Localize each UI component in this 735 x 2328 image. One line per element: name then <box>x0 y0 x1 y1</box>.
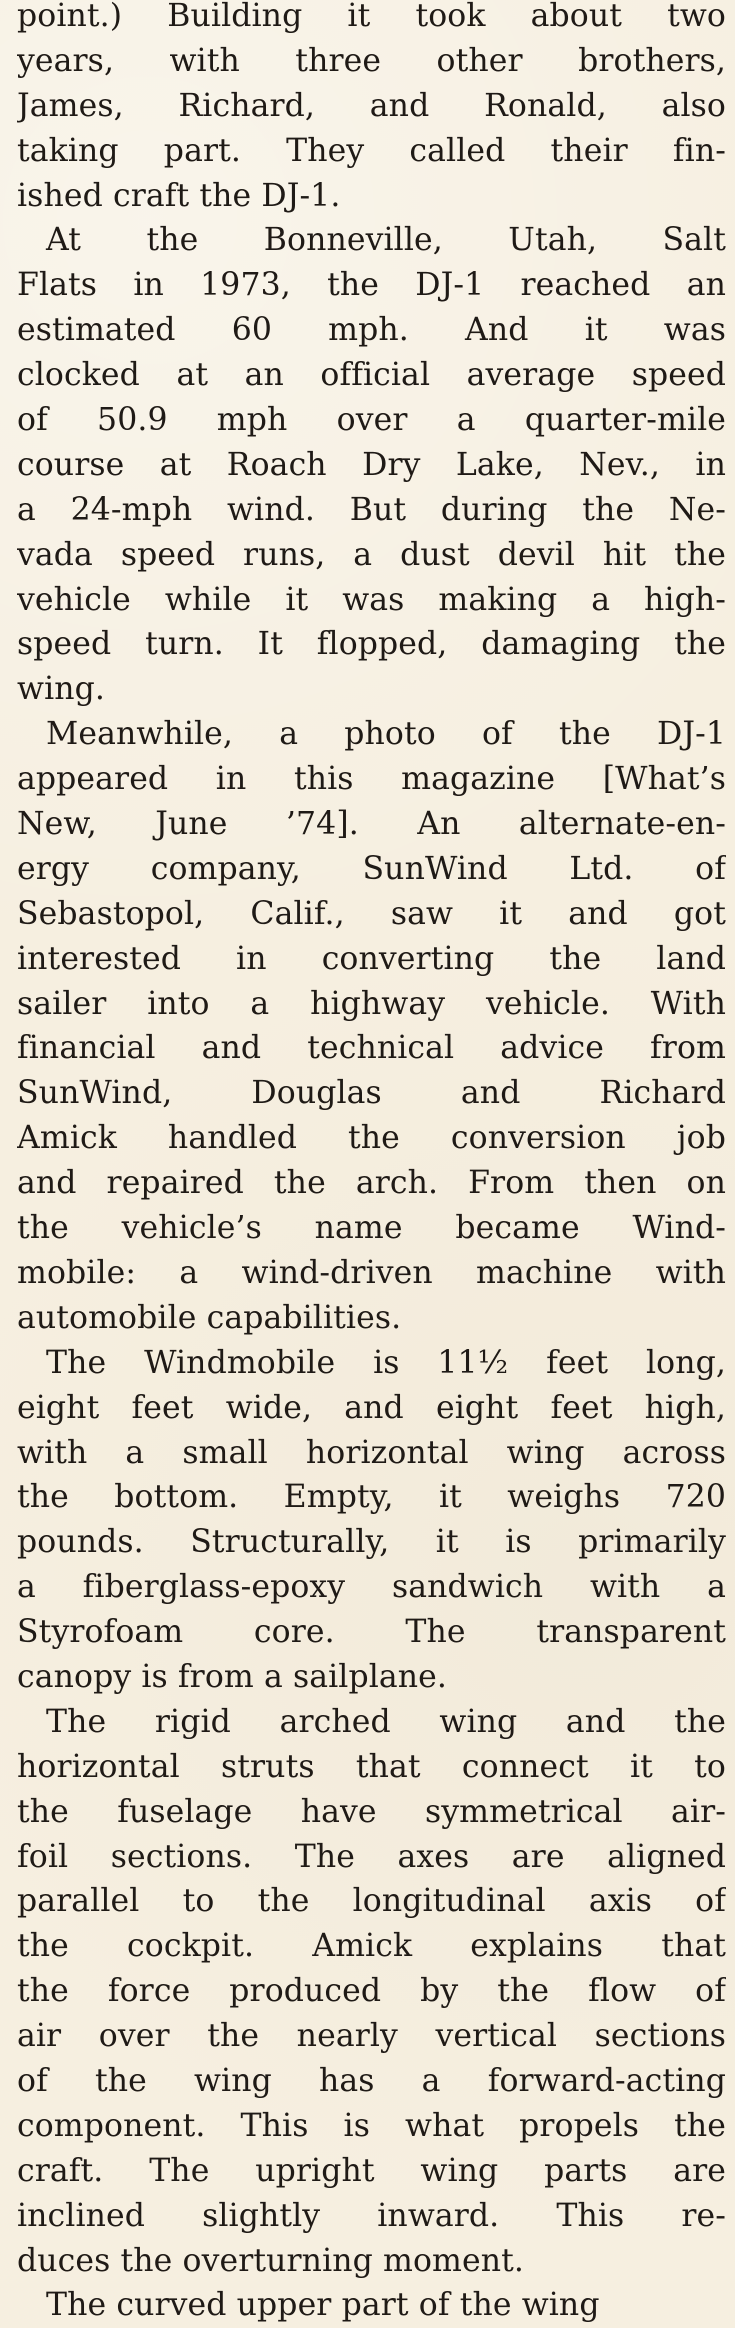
text-line: horizontal struts that connect it to <box>17 1748 726 1785</box>
text-line: speed turn. It flopped, damaging the <box>17 626 726 663</box>
text-line: Flats in 1973, the DJ-1 reached an <box>17 267 726 304</box>
text-line: The rigid arched wing and the <box>46 1703 726 1740</box>
text-line: component. This is what propels the <box>17 2107 726 2144</box>
text-line: appeared in this magazine [What’s <box>17 761 726 798</box>
text-line: mobile: a wind-driven machine with <box>17 1254 726 1291</box>
text-line: a 24-mph wind. But during the Ne- <box>17 491 726 528</box>
text-line: At the Bonneville, Utah, Salt <box>46 222 726 259</box>
text-line: Meanwhile, a photo of the DJ-1 <box>46 716 726 753</box>
text-line: Styrofoam core. The transparent <box>17 1614 726 1651</box>
text-line: James, Richard, and Ronald, also <box>17 87 726 124</box>
text-line: financial and technical advice from <box>17 1030 726 1067</box>
text-line: eight feet wide, and eight feet high, <box>17 1389 726 1426</box>
text-line: with a small horizontal wing across <box>17 1434 726 1471</box>
text-line: the fuselage have symmetrical air- <box>17 1793 726 1830</box>
text-line: Amick handled the conversion job <box>17 1120 726 1157</box>
text-line: interested in converting the land <box>17 940 726 977</box>
text-line: inclined slightly inward. This re- <box>17 2197 726 2234</box>
text-line: wing. <box>17 671 106 708</box>
text-line: canopy is from a sailplane. <box>17 1658 448 1695</box>
text-line: the vehicle’s name became Wind- <box>17 1210 726 1247</box>
text-line: automobile capabilities. <box>17 1299 402 1336</box>
text-line: vehicle while it was making a high- <box>17 581 726 618</box>
text-line: and repaired the arch. From then on <box>17 1165 726 1202</box>
text-line: duces the overturning moment. <box>17 2242 525 2279</box>
text-line: a fiberglass-epoxy sandwich with a <box>17 1569 726 1606</box>
text-line: taking part. They called their fin- <box>17 132 726 169</box>
text-line: ished craft the DJ-1. <box>17 177 341 214</box>
text-line: ergy company, SunWind Ltd. of <box>17 850 726 887</box>
text-line: vada speed runs, a dust devil hit the <box>17 536 726 573</box>
text-line: of 50.9 mph over a quarter-mile <box>17 402 726 439</box>
text-line: SunWind, Douglas and Richard <box>17 1075 726 1112</box>
text-line: craft. The upright wing parts are <box>17 2152 726 2189</box>
text-line: clocked at an official average speed <box>17 357 726 394</box>
text-line: the bottom. Empty, it weighs 720 <box>17 1479 726 1516</box>
text-line: estimated 60 mph. And it was <box>17 312 726 349</box>
text-line: of the wing has a forward-acting <box>17 2062 726 2099</box>
text-line: Sebastopol, Calif., saw it and got <box>17 895 726 932</box>
text-line: The curved upper part of the wing <box>46 2287 600 2324</box>
text-line: years, with three other brothers, <box>17 42 726 79</box>
text-line: foil sections. The axes are aligned <box>17 1838 726 1875</box>
text-line: sailer into a highway vehicle. With <box>17 985 726 1022</box>
text-line: parallel to the longitudinal axis of <box>17 1883 726 1920</box>
text-line: The Windmobile is 11½ feet long, <box>46 1344 726 1381</box>
text-line: pounds. Structurally, it is primarily <box>17 1524 726 1561</box>
text-line: point.) Building it took about two <box>17 0 726 34</box>
text-line: the force produced by the flow of <box>17 1973 726 2010</box>
text-line: New, June ’74]. An alternate-en- <box>17 806 726 843</box>
text-line: course at Roach Dry Lake, Nev., in <box>17 446 726 483</box>
text-line: the cockpit. Amick explains that <box>17 1928 726 1965</box>
text-line: air over the nearly vertical sections <box>17 2018 726 2055</box>
